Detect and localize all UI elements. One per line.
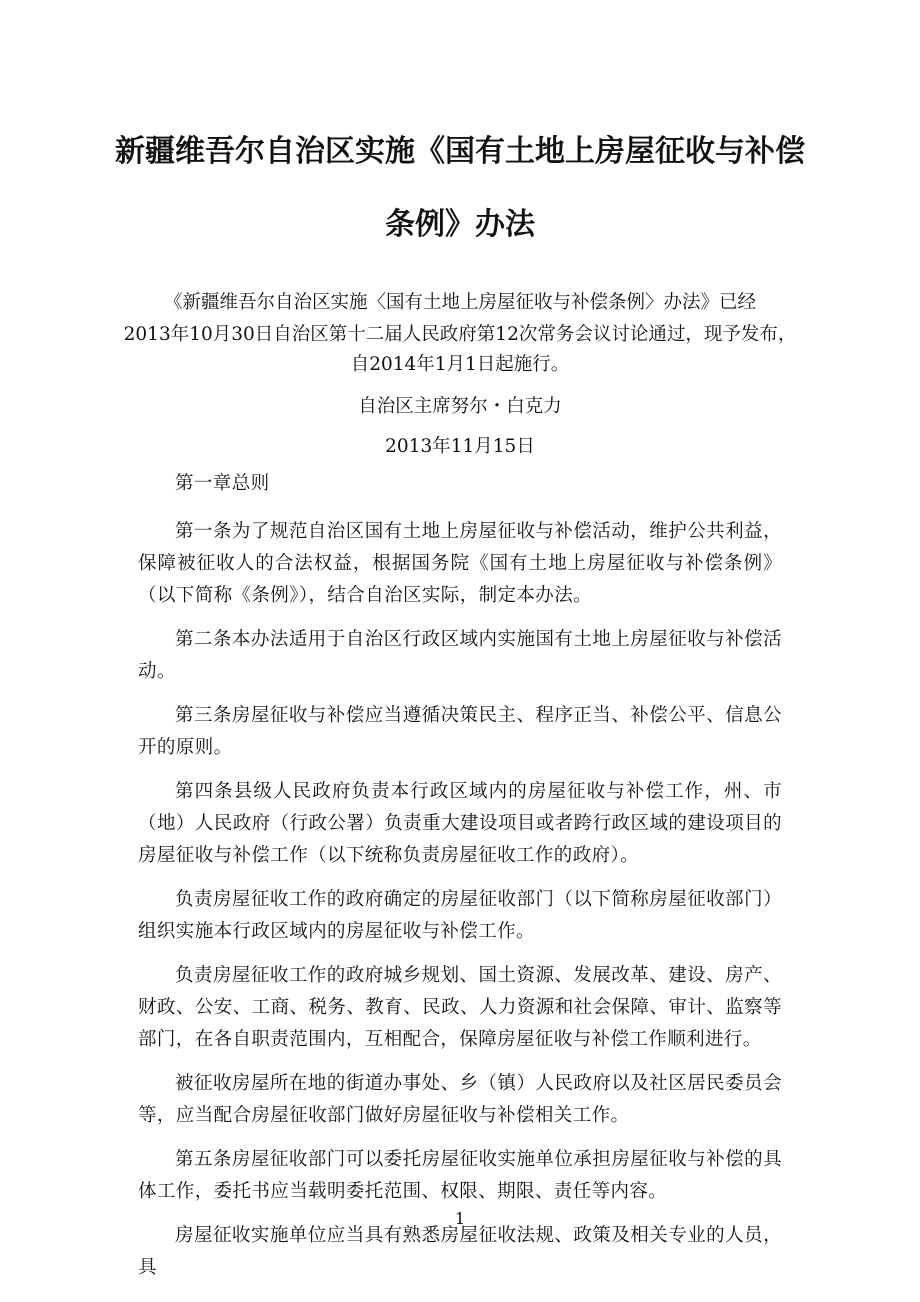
document-title-line-1: 新疆维吾尔自治区实施《国有土地上房屋征收与补偿 (115, 134, 805, 169)
signer: 自治区主席努尔・白克力 (358, 396, 562, 417)
document-title-line-2: 条例》办法 (385, 207, 535, 242)
intro-line-3: 自2014年1月1日起施行。 (350, 354, 570, 375)
intro-line-1: 《新疆维吾尔自治区实施〈国有土地上房屋征收与补偿条例〉办法》已经 (163, 292, 756, 313)
article-paragraph: 第三条房屋征收与补偿应当遵循决策民主、程序正当、补偿公平、信息公开的原则。 (138, 705, 782, 758)
page-number: 1 (454, 1209, 466, 1228)
article-paragraph: 负责房屋征收工作的政府城乡规划、国土资源、发展改革、建设、房产、财政、公安、工商、税务、教育、民政、人力资源和社会保障、审计、监察等部门，在各自职责范围内，互相配合，保障房屋征收与补偿工作顺利进行。 (138, 965, 782, 1050)
article-paragraph: 第二条本办法适用于自治区行政区域内实施国有土地上房屋征收与补偿活动。 (138, 629, 782, 682)
article-paragraph: 被征收房屋所在地的街道办事处、乡（镇）人民政府以及社区居民委员会等，应当配合房屋征收部门做好房屋征收与补偿相关工作。 (138, 1073, 782, 1126)
chapter-heading: 第一章总则 (175, 473, 270, 494)
article-paragraph: 第五条房屋征收部门可以委托房屋征收实施单位承担房屋征收与补偿的具体工作，委托书应当载明委托范围、权限、期限、责任等内容。 (138, 1149, 782, 1202)
article-paragraph: 房屋征收实施单位应当具有熟悉房屋征收法规、政策及相关专业的人员，具 (138, 1225, 782, 1278)
article-paragraph: 第一条为了规范自治区国有土地上房屋征收与补偿活动，维护公共利益，保障被征收人的合法权益，根据国务院《国有土地上房屋征收与补偿条例》（以下简称《条例》），结合自治区实际，制定本办法。 (138, 521, 782, 606)
publish-date: 2013年11月15日 (385, 436, 535, 457)
intro-line-2: 2013年10月30日自治区第十二届人民政府第12次常务会议讨论通过，现予发布， (123, 324, 797, 345)
article-paragraph: 负责房屋征收工作的政府确定的房屋征收部门（以下简称房屋征收部门）组织实施本行政区域内的房屋征收与补偿工作。 (138, 889, 782, 942)
document-body (138, 468, 782, 1296)
article-paragraph: 第四条县级人民政府负责本行政区域内的房屋征收与补偿工作，州、市（地）人民政府（行政公署）负责重大建设项目或者跨行政区域的建设项目的房屋征收与补偿工作（以下统称负责房屋征收工作的政府）。 (138, 781, 782, 866)
